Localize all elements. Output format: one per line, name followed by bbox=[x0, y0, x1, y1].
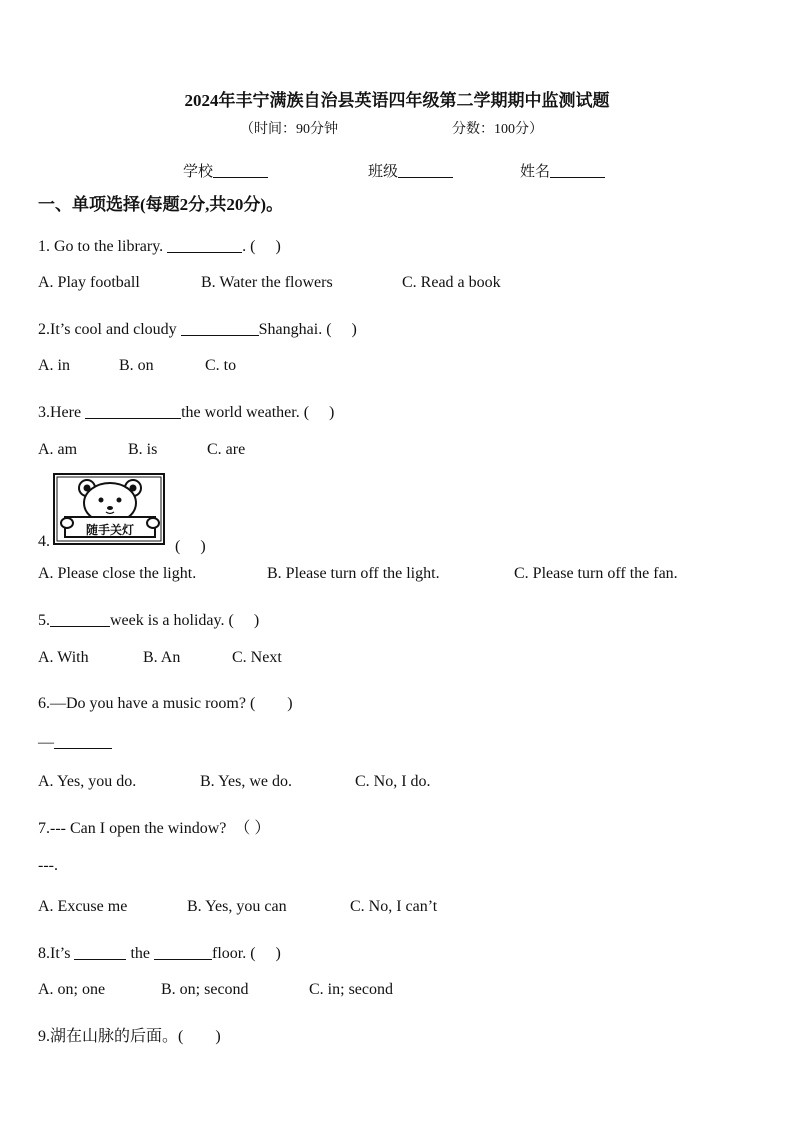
sign-text: 随手关灯 bbox=[85, 523, 134, 537]
question-2 bbox=[38, 316, 357, 339]
question-1-option-a[interactable]: A. Play football bbox=[38, 274, 140, 291]
school-blank[interactable] bbox=[213, 162, 268, 178]
class-field[interactable] bbox=[368, 160, 453, 181]
question-8-rest: floor. ( ) bbox=[212, 945, 281, 962]
light-switch-sign-image bbox=[53, 473, 165, 545]
question-6: 6.—Do you have a music room? ( ) bbox=[38, 695, 293, 712]
question-5-option-a[interactable]: A. With bbox=[38, 649, 89, 666]
question-2-option-a[interactable]: A. in bbox=[38, 357, 70, 374]
question-3 bbox=[38, 399, 334, 422]
school-label: 学校 bbox=[183, 164, 214, 180]
question-6-option-c[interactable]: C. No, I do. bbox=[355, 773, 431, 790]
question-6-dash: — bbox=[38, 734, 54, 751]
name-label: 姓名 bbox=[520, 164, 551, 180]
question-7: 7.--- Can I open the window? （ ） bbox=[38, 820, 271, 837]
question-4-option-a[interactable]: A. Please close the light. bbox=[38, 565, 197, 582]
question-5-option-b[interactable]: B. An bbox=[143, 649, 181, 666]
question-2-option-c[interactable]: C. to bbox=[205, 357, 237, 374]
question-4-stem: 4. bbox=[38, 533, 50, 550]
question-1-stem: 1. Go to the library. bbox=[38, 238, 164, 255]
question-8-stem: 8.It’s bbox=[38, 945, 71, 962]
question-6-option-b[interactable]: B. Yes, we do. bbox=[200, 773, 293, 790]
question-6-blank[interactable] bbox=[54, 732, 112, 749]
page-title: 2024年丰宁满族自治县英语四年级第二学期期中监测试题 bbox=[184, 91, 610, 110]
question-8-option-a[interactable]: A. on; one bbox=[38, 981, 106, 998]
question-8-blank-2[interactable] bbox=[154, 943, 212, 960]
question-7-answer-line: ---. bbox=[38, 857, 58, 874]
exam-score: 分数：100分） bbox=[452, 122, 543, 137]
question-8-option-c[interactable]: C. in; second bbox=[309, 981, 393, 998]
question-4 bbox=[38, 533, 50, 551]
question-3-option-c[interactable]: C. are bbox=[207, 441, 246, 458]
question-2-option-b[interactable]: B. on bbox=[119, 357, 154, 374]
question-5-option-c[interactable]: C. Next bbox=[232, 649, 282, 666]
question-1-option-c[interactable]: C. Read a book bbox=[402, 274, 501, 291]
question-3-option-a[interactable]: A. am bbox=[38, 441, 78, 458]
question-8-blank-1[interactable] bbox=[74, 943, 126, 960]
question-4-option-c[interactable]: C. Please turn off the fan. bbox=[514, 565, 678, 582]
question-5-blank[interactable] bbox=[50, 610, 110, 627]
question-3-blank[interactable] bbox=[85, 402, 181, 419]
class-label: 班级 bbox=[368, 164, 399, 180]
question-1 bbox=[38, 233, 281, 256]
name-field[interactable] bbox=[520, 160, 605, 181]
question-8-mid: the bbox=[130, 945, 150, 962]
question-7-option-a[interactable]: A. Excuse me bbox=[38, 898, 128, 915]
question-5-rest: week is a holiday. ( ) bbox=[110, 612, 260, 629]
question-6-answer-line bbox=[38, 732, 112, 752]
question-6-option-a[interactable]: A. Yes, you do. bbox=[38, 773, 137, 790]
question-8 bbox=[38, 940, 281, 963]
question-4-option-b[interactable]: B. Please turn off the light. bbox=[267, 565, 440, 582]
question-7-option-c[interactable]: C. No, I can’t bbox=[350, 898, 438, 915]
question-1-option-b[interactable]: B. Water the flowers bbox=[201, 274, 333, 291]
question-5-stem: 5. bbox=[38, 612, 50, 629]
question-3-option-b[interactable]: B. is bbox=[128, 441, 158, 458]
question-1-blank[interactable] bbox=[167, 236, 242, 253]
question-9: 9.湖在山脉的后面。( ) bbox=[38, 1028, 221, 1045]
question-7-option-b[interactable]: B. Yes, you can bbox=[187, 898, 287, 915]
name-blank[interactable] bbox=[550, 162, 605, 178]
section-heading: 一、单项选择(每题2分,共20分)。 bbox=[38, 195, 284, 214]
question-1-paren: . ( ) bbox=[242, 238, 281, 255]
question-8-option-b[interactable]: B. on; second bbox=[161, 981, 249, 998]
question-2-stem: 2.It’s cool and cloudy bbox=[38, 321, 177, 338]
question-3-rest: the world weather. ( ) bbox=[181, 404, 335, 421]
class-blank[interactable] bbox=[398, 162, 453, 178]
school-field[interactable] bbox=[183, 160, 268, 181]
question-4-paren: ( ) bbox=[175, 538, 206, 555]
question-2-rest: Shanghai. ( ) bbox=[258, 321, 357, 338]
question-3-stem: 3.Here bbox=[38, 404, 82, 421]
exam-time: （时间：90分钟 bbox=[240, 122, 338, 137]
question-5 bbox=[38, 607, 259, 630]
question-2-blank[interactable] bbox=[181, 319, 259, 336]
